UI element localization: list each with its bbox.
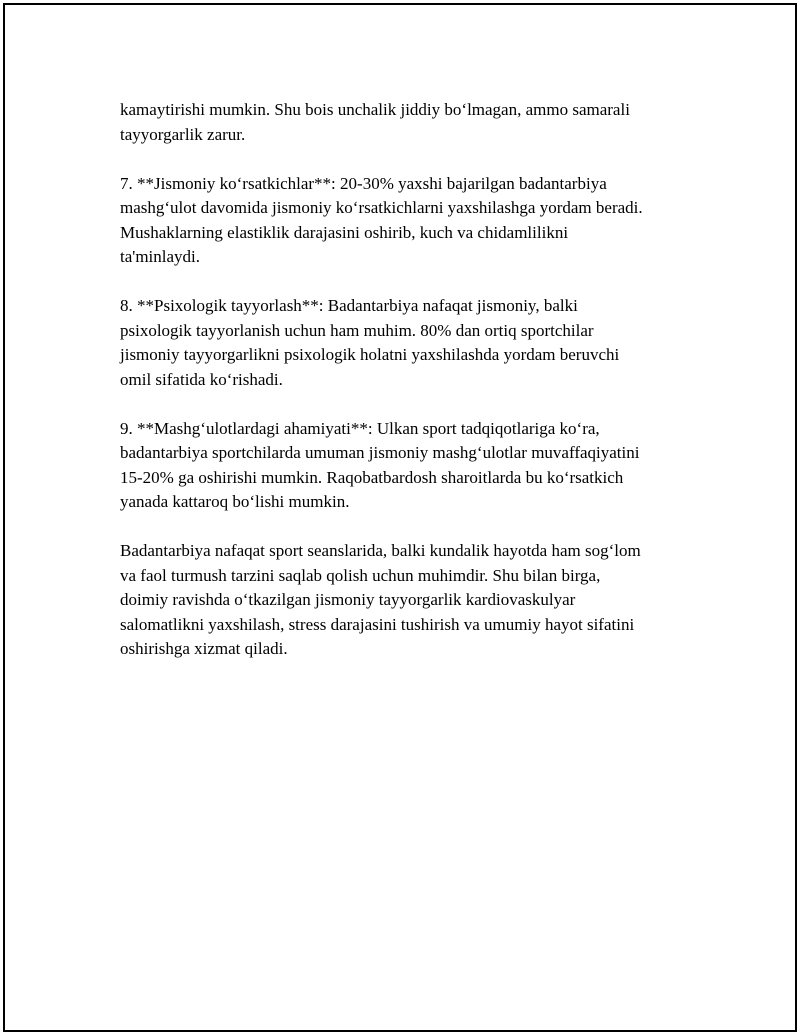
document-page	[3, 3, 797, 1032]
paragraph-conclusion: Badantarbiya nafaqat sport seanslarida, balki kundalik hayotda ham sog‘lom va faol turmush tarzini saqlab qolish uchun muhimdir. Shu bilan birga, doimiy ravishda o‘tkazilgan jismoniy tayyorgarlik kardiovaskulyar salomatlikni yaxshilash, stress darajasini tushirish va umumiy hayot sifatini oshirishga xizmat qiladi.	[120, 541, 641, 658]
document-body	[120, 98, 700, 686]
paragraph-continuation: kamaytirishi mumkin. Shu bois unchalik jiddiy bo‘lmagan, ammo samarali tayyorgarlik zarur.	[120, 100, 630, 144]
paragraph-item-8: 8. **Psixologik tayyorlash**: Badantarbiya nafaqat jismoniy, balki psixologik tayyorlanish uchun ham muhim. 80% dan ortiq sportchilar jismoniy tayyorgarlikni psixologik holatni yaxshilashda yordam beruvchi omil sifatida ko‘rishadi.	[120, 296, 620, 389]
paragraph-item-7: 7. **Jismoniy ko‘rsatkichlar**: 20-30% yaxshi bajarilgan badantarbiya mashg‘ulot davomida jismoniy ko‘rsatkichlarni yaxshilashga yordam beradi. Mushaklarning elastiklik darajasini oshirib, kuch va chidamlilikni ta'minlaydi.	[120, 173, 643, 266]
paragraph-item-9: 9. **Mashg‘ulotlardagi ahamiyati**: Ulkan sport tadqiqotlariga ko‘ra, badantarbiya sportchilarda umuman jismoniy mashg‘ulotlar muvaffaqiyatini 15-20% ga oshirishi mumkin. Raqobatbardosh sharoitlarda bu ko‘rsatkich yanada kattaroq bo‘lishi mumkin.	[120, 418, 640, 511]
